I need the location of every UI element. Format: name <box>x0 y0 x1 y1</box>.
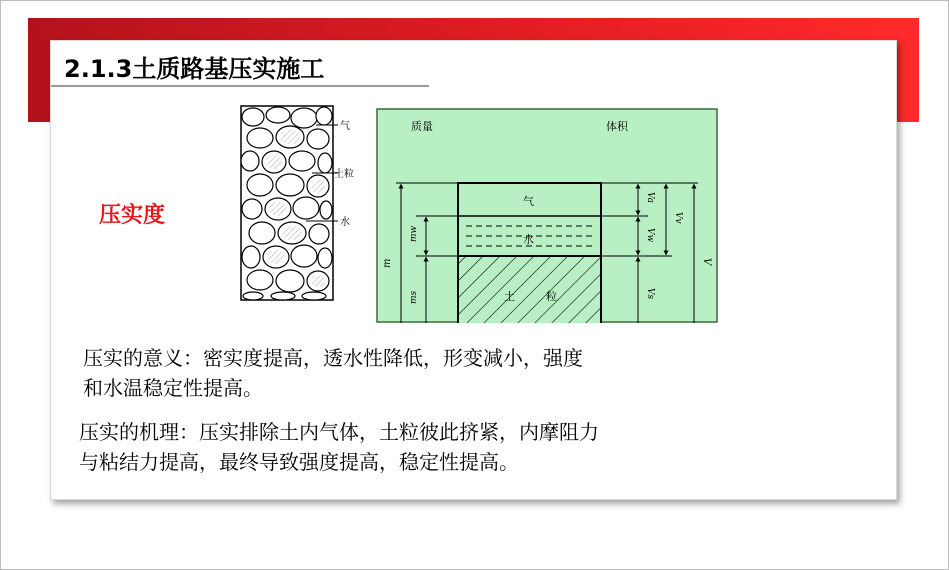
meaning-line-2: 和水温稳定性提高。 <box>83 376 263 400</box>
compaction-label: 压实度 <box>99 203 166 228</box>
slide-title: 2.1.3土质路基压实施工 <box>64 55 325 83</box>
soil-phase-label-right: 粒 <box>546 290 557 303</box>
ms-label: ms <box>409 290 419 304</box>
volume-header: 体积 <box>606 120 628 133</box>
soil-label: 土粒 <box>334 169 354 180</box>
vv-label: Vv <box>673 212 683 224</box>
soil-phase-label-left: 土 <box>504 290 515 303</box>
mw-label: mw <box>409 225 419 242</box>
water-label: 水 <box>340 217 350 228</box>
title-underline <box>51 85 429 87</box>
soil-solid-zone <box>458 256 601 323</box>
meaning-line-1: 压实的意义：密实度提高，透水性降低，形变减小，强度 <box>83 346 583 370</box>
air-label: 气 <box>340 121 350 132</box>
water-phase-label: 水 <box>523 233 534 246</box>
mechanism-line-1: 压实的机理：压实排除土内气体，土粒彼此挤紧，内摩阻力 <box>79 420 599 444</box>
soil-particle-figure <box>238 103 358 303</box>
compaction-meaning-paragraph <box>83 343 803 403</box>
v-label: V <box>701 258 712 266</box>
vw-label: Vw <box>645 228 655 243</box>
mass-header: 质量 <box>411 120 433 133</box>
compaction-mechanism-paragraph <box>79 417 809 477</box>
m-label: m <box>382 258 393 268</box>
va-label: Va <box>645 192 655 204</box>
content-card <box>50 40 897 500</box>
vs-label: Vs <box>645 288 655 300</box>
air-phase-label: 气 <box>523 195 534 208</box>
mechanism-line-2: 与粘结力提高，最终导致强度提高，稳定性提高。 <box>79 450 519 474</box>
three-phase-diagram <box>376 108 718 323</box>
